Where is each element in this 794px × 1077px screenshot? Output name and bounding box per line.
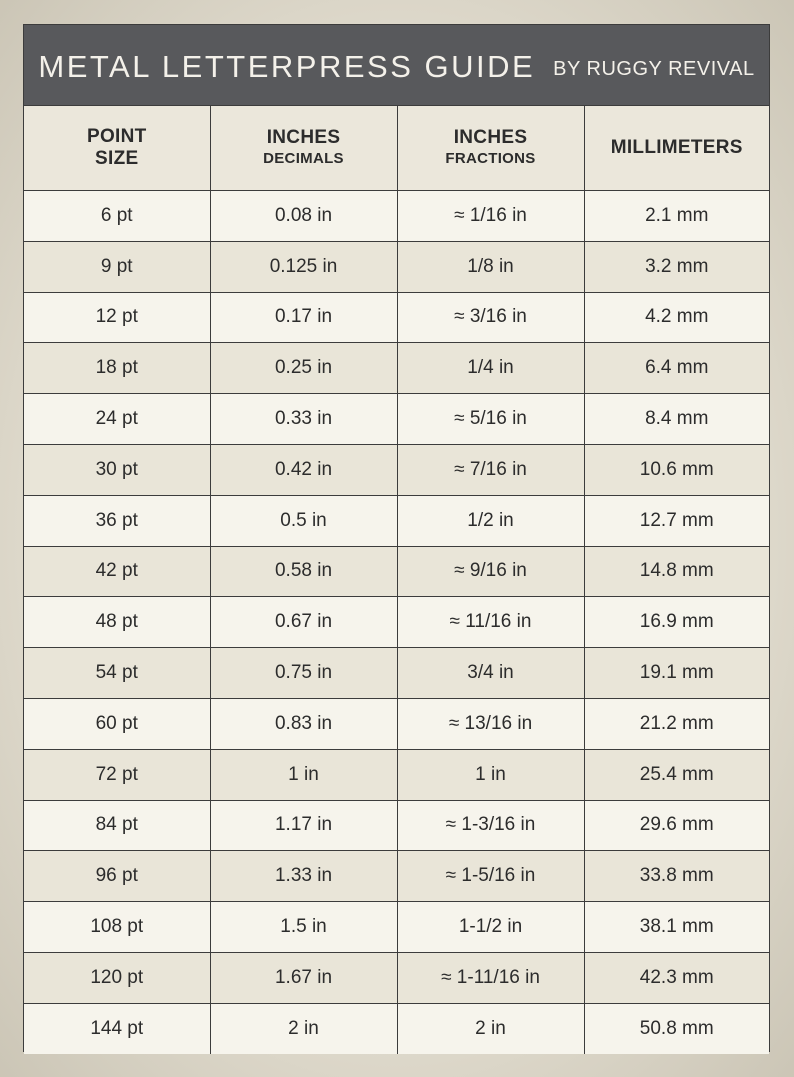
cell-point-size: 30 pt bbox=[24, 444, 210, 495]
cell-millimeters: 8.4 mm bbox=[584, 394, 769, 445]
cell-inches-decimal: 0.5 in bbox=[210, 495, 397, 546]
cell-point-size: 84 pt bbox=[24, 800, 210, 851]
table-row bbox=[24, 698, 769, 749]
cell-point-size: 24 pt bbox=[24, 394, 210, 445]
table-row bbox=[24, 343, 769, 394]
header-fractions-sub: FRACTIONS bbox=[445, 150, 536, 167]
table-row bbox=[24, 749, 769, 800]
cell-point-size: 60 pt bbox=[24, 698, 210, 749]
table-row bbox=[24, 292, 769, 343]
header-decimals-sub: DECIMALS bbox=[263, 150, 344, 167]
cell-inches-fraction: ≈ 7/16 in bbox=[397, 444, 584, 495]
cell-inches-fraction: 1 in bbox=[397, 749, 584, 800]
cell-millimeters: 14.8 mm bbox=[584, 546, 769, 597]
header-decimals-main: INCHES bbox=[266, 127, 341, 148]
cell-inches-decimal: 0.17 in bbox=[210, 292, 397, 343]
cell-inches-decimal: 0.25 in bbox=[210, 343, 397, 394]
header-row bbox=[24, 106, 769, 191]
cell-inches-fraction: 1/2 in bbox=[397, 495, 584, 546]
table-row bbox=[24, 546, 769, 597]
cell-point-size: 72 pt bbox=[24, 749, 210, 800]
cell-point-size: 9 pt bbox=[24, 241, 210, 292]
cell-inches-decimal: 0.67 in bbox=[210, 597, 397, 648]
cell-millimeters: 16.9 mm bbox=[584, 597, 769, 648]
table-row bbox=[24, 394, 769, 445]
cell-point-size: 18 pt bbox=[24, 343, 210, 394]
cell-point-size: 144 pt bbox=[24, 1003, 210, 1053]
header-fractions-main: INCHES bbox=[453, 127, 528, 148]
table-row bbox=[24, 444, 769, 495]
cell-millimeters: 50.8 mm bbox=[584, 1003, 769, 1053]
cell-point-size: 120 pt bbox=[24, 952, 210, 1003]
cell-point-size: 48 pt bbox=[24, 597, 210, 648]
table-row bbox=[24, 851, 769, 902]
cell-inches-fraction: 3/4 in bbox=[397, 648, 584, 699]
cell-inches-fraction: ≈ 1-3/16 in bbox=[397, 800, 584, 851]
cell-millimeters: 2.1 mm bbox=[584, 191, 769, 242]
table-row bbox=[24, 191, 769, 242]
cell-inches-decimal: 1.33 in bbox=[210, 851, 397, 902]
table-row bbox=[24, 1003, 769, 1053]
cell-inches-fraction: 1/4 in bbox=[397, 343, 584, 394]
cell-millimeters: 6.4 mm bbox=[584, 343, 769, 394]
table-row bbox=[24, 495, 769, 546]
cell-inches-fraction: ≈ 1-11/16 in bbox=[397, 952, 584, 1003]
header-inches-fractions bbox=[397, 106, 584, 191]
cell-inches-decimal: 0.83 in bbox=[210, 698, 397, 749]
cell-inches-decimal: 1.17 in bbox=[210, 800, 397, 851]
cell-inches-decimal: 0.42 in bbox=[210, 444, 397, 495]
cell-point-size: 96 pt bbox=[24, 851, 210, 902]
header-point-size bbox=[24, 106, 210, 191]
cell-inches-decimal: 1.67 in bbox=[210, 952, 397, 1003]
cell-inches-decimal: 0.58 in bbox=[210, 546, 397, 597]
cell-inches-fraction: ≈ 3/16 in bbox=[397, 292, 584, 343]
cell-point-size: 54 pt bbox=[24, 648, 210, 699]
cell-point-size: 36 pt bbox=[24, 495, 210, 546]
cell-millimeters: 10.6 mm bbox=[584, 444, 769, 495]
cell-point-size: 6 pt bbox=[24, 191, 210, 242]
cell-millimeters: 42.3 mm bbox=[584, 952, 769, 1003]
page-title: METAL LETTERPRESS GUIDE bbox=[38, 49, 536, 84]
byline: BY RUGGY REVIVAL bbox=[553, 57, 755, 80]
cell-inches-decimal: 1 in bbox=[210, 749, 397, 800]
conversion-table bbox=[24, 106, 769, 1054]
cell-inches-fraction: ≈ 1-5/16 in bbox=[397, 851, 584, 902]
cell-inches-decimal: 0.75 in bbox=[210, 648, 397, 699]
cell-point-size: 12 pt bbox=[24, 292, 210, 343]
cell-inches-decimal: 0.08 in bbox=[210, 191, 397, 242]
cell-inches-fraction: 2 in bbox=[397, 1003, 584, 1053]
cell-millimeters: 12.7 mm bbox=[584, 495, 769, 546]
header-millimeters bbox=[584, 106, 769, 191]
cell-inches-fraction: 1/8 in bbox=[397, 241, 584, 292]
cell-millimeters: 33.8 mm bbox=[584, 851, 769, 902]
cell-millimeters: 38.1 mm bbox=[584, 902, 769, 953]
cell-millimeters: 21.2 mm bbox=[584, 698, 769, 749]
table-row bbox=[24, 597, 769, 648]
cell-inches-decimal: 0.33 in bbox=[210, 394, 397, 445]
cell-millimeters: 4.2 mm bbox=[584, 292, 769, 343]
table-row bbox=[24, 902, 769, 953]
table-row bbox=[24, 952, 769, 1003]
header-point-line1: POINT bbox=[86, 126, 147, 147]
cell-point-size: 42 pt bbox=[24, 546, 210, 597]
cell-millimeters: 19.1 mm bbox=[584, 648, 769, 699]
cell-inches-fraction: ≈ 9/16 in bbox=[397, 546, 584, 597]
cell-millimeters: 3.2 mm bbox=[584, 241, 769, 292]
cell-inches-decimal: 2 in bbox=[210, 1003, 397, 1053]
cell-inches-fraction: ≈ 13/16 in bbox=[397, 698, 584, 749]
cell-inches-fraction: ≈ 5/16 in bbox=[397, 394, 584, 445]
cell-millimeters: 29.6 mm bbox=[584, 800, 769, 851]
cell-inches-fraction: ≈ 1/16 in bbox=[397, 191, 584, 242]
cell-inches-fraction: ≈ 11/16 in bbox=[397, 597, 584, 648]
header-mm-label: MILLIMETERS bbox=[610, 137, 743, 158]
cell-inches-decimal: 1.5 in bbox=[210, 902, 397, 953]
cell-inches-decimal: 0.125 in bbox=[210, 241, 397, 292]
title-banner bbox=[24, 25, 769, 106]
header-inches-decimals bbox=[210, 106, 397, 191]
cell-point-size: 108 pt bbox=[24, 902, 210, 953]
cell-inches-fraction: 1-1/2 in bbox=[397, 902, 584, 953]
table-row bbox=[24, 241, 769, 292]
header-point-line2: SIZE bbox=[95, 148, 139, 169]
table-row bbox=[24, 648, 769, 699]
table-row bbox=[24, 800, 769, 851]
guide-frame bbox=[23, 24, 770, 1052]
cell-millimeters: 25.4 mm bbox=[584, 749, 769, 800]
